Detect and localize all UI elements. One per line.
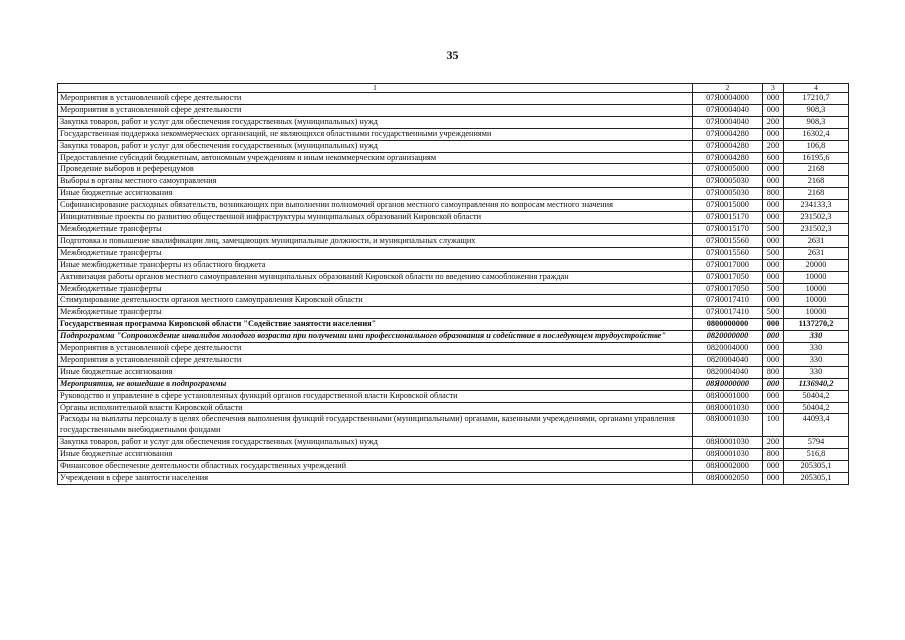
row-name-cell: Софинансирование расходных обязательств, возникающих при выполнении полномочий органов местного самоуправления по вопросам местного значения bbox=[58, 200, 693, 212]
row-code-cell: 07Я0015170 bbox=[693, 223, 763, 235]
row-type-cell: 000 bbox=[763, 128, 784, 140]
row-type-cell: 200 bbox=[763, 116, 784, 128]
row-code-cell: 07Я0005030 bbox=[693, 176, 763, 188]
row-type-cell: 000 bbox=[763, 235, 784, 247]
row-type-cell: 000 bbox=[763, 331, 784, 343]
row-code-cell: 07Я0015560 bbox=[693, 247, 763, 259]
table-row bbox=[58, 128, 849, 140]
row-type-cell: 000 bbox=[763, 354, 784, 366]
row-amount-cell: 330 bbox=[784, 343, 849, 355]
row-type-cell: 500 bbox=[763, 247, 784, 259]
row-code-cell: 07Я0017000 bbox=[693, 259, 763, 271]
table-row bbox=[58, 461, 849, 473]
row-code-cell: 0820004040 bbox=[693, 354, 763, 366]
column-header-2: 2 bbox=[693, 84, 763, 93]
row-name-cell: Закупка товаров, работ и услуг для обеспечения государственных (муниципальных) нужд bbox=[58, 437, 693, 449]
table-row bbox=[58, 212, 849, 224]
row-code-cell: 07Я0017410 bbox=[693, 295, 763, 307]
row-code-cell: 08Я0001030 bbox=[693, 449, 763, 461]
row-name-cell: Иные межбюджетные трансферты из областного бюджета bbox=[58, 259, 693, 271]
table-row bbox=[58, 140, 849, 152]
row-code-cell: 07Я0017050 bbox=[693, 283, 763, 295]
row-amount-cell: 1136940,2 bbox=[784, 378, 849, 390]
table-row bbox=[58, 283, 849, 295]
row-type-cell: 500 bbox=[763, 223, 784, 235]
row-amount-cell: 2631 bbox=[784, 247, 849, 259]
table-row bbox=[58, 247, 849, 259]
row-type-cell: 500 bbox=[763, 283, 784, 295]
row-name-cell: Инициативные проекты по развитию общественной инфраструктуры муниципальных образований Кировской области bbox=[58, 212, 693, 224]
row-name-cell: Иные бюджетные ассигнования bbox=[58, 366, 693, 378]
row-amount-cell: 10000 bbox=[784, 295, 849, 307]
row-type-cell: 000 bbox=[763, 212, 784, 224]
row-type-cell: 000 bbox=[763, 259, 784, 271]
row-type-cell: 000 bbox=[763, 176, 784, 188]
row-code-cell: 08Я0001030 bbox=[693, 402, 763, 414]
row-name-cell: Мероприятия в установленной сфере деятельности bbox=[58, 104, 693, 116]
row-code-cell: 08Я0002000 bbox=[693, 461, 763, 473]
table-row bbox=[58, 319, 849, 331]
table-row bbox=[58, 473, 849, 485]
table-row bbox=[58, 235, 849, 247]
row-code-cell: 07Я0004280 bbox=[693, 128, 763, 140]
table-row bbox=[58, 116, 849, 128]
row-name-cell: Иные бюджетные ассигнования bbox=[58, 188, 693, 200]
budget-table bbox=[57, 83, 849, 485]
row-amount-cell: 2168 bbox=[784, 188, 849, 200]
row-code-cell: 07Я0004280 bbox=[693, 140, 763, 152]
row-type-cell: 000 bbox=[763, 461, 784, 473]
row-name-cell: Межбюджетные трансферты bbox=[58, 283, 693, 295]
row-amount-cell: 10000 bbox=[784, 283, 849, 295]
column-header-1: 1 bbox=[58, 84, 693, 93]
row-amount-cell: 44093,4 bbox=[784, 414, 849, 437]
row-code-cell: 07Я0017050 bbox=[693, 271, 763, 283]
row-amount-cell: 205305,1 bbox=[784, 461, 849, 473]
table-row bbox=[58, 104, 849, 116]
row-amount-cell: 2631 bbox=[784, 235, 849, 247]
table-row bbox=[58, 354, 849, 366]
row-amount-cell: 231502,3 bbox=[784, 223, 849, 235]
column-header-4: 4 bbox=[784, 84, 849, 93]
row-name-cell: Органы исполнительной власти Кировской области bbox=[58, 402, 693, 414]
row-type-cell: 000 bbox=[763, 473, 784, 485]
row-type-cell: 000 bbox=[763, 271, 784, 283]
row-name-cell: Финансовое обеспечение деятельности областных государственных учреждений bbox=[58, 461, 693, 473]
table-row bbox=[58, 271, 849, 283]
row-code-cell: 08Я0001030 bbox=[693, 414, 763, 437]
table-row bbox=[58, 366, 849, 378]
row-name-cell: Проведение выборов и референдумов bbox=[58, 164, 693, 176]
table-row bbox=[58, 295, 849, 307]
row-code-cell: 07Я0017410 bbox=[693, 307, 763, 319]
row-name-cell: Предоставление субсидий бюджетным, автономным учреждениям и иным некоммерческим организациям bbox=[58, 152, 693, 164]
row-amount-cell: 16195,6 bbox=[784, 152, 849, 164]
row-type-cell: 000 bbox=[763, 343, 784, 355]
table-row bbox=[58, 259, 849, 271]
row-type-cell: 200 bbox=[763, 140, 784, 152]
row-type-cell: 000 bbox=[763, 104, 784, 116]
row-code-cell: 07Я0015170 bbox=[693, 212, 763, 224]
row-code-cell: 07Я0005000 bbox=[693, 164, 763, 176]
table-row bbox=[58, 164, 849, 176]
row-type-cell: 000 bbox=[763, 378, 784, 390]
row-code-cell: 07Я0015000 bbox=[693, 200, 763, 212]
table-row bbox=[58, 437, 849, 449]
row-type-cell: 500 bbox=[763, 307, 784, 319]
row-type-cell: 200 bbox=[763, 437, 784, 449]
row-amount-cell: 10000 bbox=[784, 271, 849, 283]
row-code-cell: 08Я0000000 bbox=[693, 378, 763, 390]
row-type-cell: 000 bbox=[763, 319, 784, 331]
row-code-cell: 0820004040 bbox=[693, 366, 763, 378]
row-amount-cell: 330 bbox=[784, 366, 849, 378]
row-name-cell: Межбюджетные трансферты bbox=[58, 307, 693, 319]
row-code-cell: 07Я0004040 bbox=[693, 116, 763, 128]
row-name-cell: Мероприятия в установленной сфере деятельности bbox=[58, 354, 693, 366]
row-type-cell: 100 bbox=[763, 414, 784, 437]
row-amount-cell: 516,8 bbox=[784, 449, 849, 461]
table-row bbox=[58, 343, 849, 355]
row-name-cell: Межбюджетные трансферты bbox=[58, 247, 693, 259]
row-amount-cell: 908,3 bbox=[784, 116, 849, 128]
row-amount-cell: 16302,4 bbox=[784, 128, 849, 140]
row-amount-cell: 50404,2 bbox=[784, 402, 849, 414]
row-name-cell: Закупка товаров, работ и услуг для обеспечения государственных (муниципальных) нужд bbox=[58, 140, 693, 152]
row-type-cell: 000 bbox=[763, 295, 784, 307]
row-type-cell: 000 bbox=[763, 164, 784, 176]
table-row bbox=[58, 402, 849, 414]
row-name-cell: Подпрограмма "Сопровождение инвалидов молодого возраста при получении ими профессионального образования и содействие в последующем трудоустройстве" bbox=[58, 331, 693, 343]
row-name-cell: Стимулирование деятельности органов местного самоуправления Кировской области bbox=[58, 295, 693, 307]
table-row bbox=[58, 188, 849, 200]
row-amount-cell: 1137270,2 bbox=[784, 319, 849, 331]
table-row bbox=[58, 307, 849, 319]
row-name-cell: Выборы в органы местного самоуправления bbox=[58, 176, 693, 188]
table-row bbox=[58, 176, 849, 188]
table-row bbox=[58, 414, 849, 437]
row-name-cell: Руководство и управление в сфере установленных функций органов государственной власти Кировской области bbox=[58, 390, 693, 402]
table-row bbox=[58, 200, 849, 212]
row-type-cell: 800 bbox=[763, 366, 784, 378]
row-amount-cell: 2168 bbox=[784, 176, 849, 188]
row-amount-cell: 330 bbox=[784, 331, 849, 343]
row-name-cell: Активизация работы органов местного самоуправления муниципальных образований Кировской области по введению самообложения граждан bbox=[58, 271, 693, 283]
row-name-cell: Межбюджетные трансферты bbox=[58, 223, 693, 235]
row-amount-cell: 231502,3 bbox=[784, 212, 849, 224]
row-amount-cell: 20000 bbox=[784, 259, 849, 271]
row-name-cell: Мероприятия в установленной сфере деятельности bbox=[58, 93, 693, 105]
row-name-cell: Расходы на выплаты персоналу в целях обеспечения выполнения функций государственными (муниципальными) органами, казенными учреждениями, органами управления государственными внебюджетными фондами bbox=[58, 414, 693, 437]
row-code-cell: 0800000000 bbox=[693, 319, 763, 331]
row-name-cell: Государственная программа Кировской области "Содействие занятости населения" bbox=[58, 319, 693, 331]
row-code-cell: 07Я0015560 bbox=[693, 235, 763, 247]
row-name-cell: Мероприятия, не вошедшие в подпрограммы bbox=[58, 378, 693, 390]
row-type-cell: 000 bbox=[763, 93, 784, 105]
row-code-cell: 0820004000 bbox=[693, 343, 763, 355]
row-code-cell: 08Я0001030 bbox=[693, 437, 763, 449]
row-name-cell: Подготовка и повышение квалификации лиц, замещающих муниципальные должности, и муниципальных служащих bbox=[58, 235, 693, 247]
row-name-cell: Государственная поддержка некоммерческих организаций, не являющихся областными государственными учреждениями bbox=[58, 128, 693, 140]
page-number: 35 bbox=[446, 48, 459, 62]
row-code-cell: 07Я0004000 bbox=[693, 93, 763, 105]
row-type-cell: 800 bbox=[763, 449, 784, 461]
row-name-cell: Мероприятия в установленной сфере деятельности bbox=[58, 343, 693, 355]
row-type-cell: 000 bbox=[763, 390, 784, 402]
row-amount-cell: 50404,2 bbox=[784, 390, 849, 402]
table-row bbox=[58, 93, 849, 105]
table-header-row bbox=[58, 84, 849, 93]
row-code-cell: 07Я0004040 bbox=[693, 104, 763, 116]
table-row bbox=[58, 390, 849, 402]
row-code-cell: 07Я0005030 bbox=[693, 188, 763, 200]
row-amount-cell: 330 bbox=[784, 354, 849, 366]
row-amount-cell: 106,8 bbox=[784, 140, 849, 152]
row-code-cell: 0820000000 bbox=[693, 331, 763, 343]
table-row bbox=[58, 331, 849, 343]
row-amount-cell: 234133,3 bbox=[784, 200, 849, 212]
row-amount-cell: 10000 bbox=[784, 307, 849, 319]
row-amount-cell: 2168 bbox=[784, 164, 849, 176]
table-row bbox=[58, 449, 849, 461]
column-header-3: 3 bbox=[763, 84, 784, 93]
table-row bbox=[58, 152, 849, 164]
row-type-cell: 000 bbox=[763, 200, 784, 212]
row-type-cell: 000 bbox=[763, 402, 784, 414]
row-code-cell: 08Я0001000 bbox=[693, 390, 763, 402]
row-name-cell: Закупка товаров, работ и услуг для обеспечения государственных (муниципальных) нужд bbox=[58, 116, 693, 128]
table-row bbox=[58, 378, 849, 390]
row-amount-cell: 17210,7 bbox=[784, 93, 849, 105]
row-name-cell: Иные бюджетные ассигнования bbox=[58, 449, 693, 461]
row-amount-cell: 908,3 bbox=[784, 104, 849, 116]
row-amount-cell: 5794 bbox=[784, 437, 849, 449]
row-type-cell: 600 bbox=[763, 152, 784, 164]
row-code-cell: 07Я0004280 bbox=[693, 152, 763, 164]
row-amount-cell: 205305,1 bbox=[784, 473, 849, 485]
row-type-cell: 800 bbox=[763, 188, 784, 200]
row-code-cell: 08Я0002050 bbox=[693, 473, 763, 485]
table-row bbox=[58, 223, 849, 235]
row-name-cell: Учреждения в сфере занятости населения bbox=[58, 473, 693, 485]
